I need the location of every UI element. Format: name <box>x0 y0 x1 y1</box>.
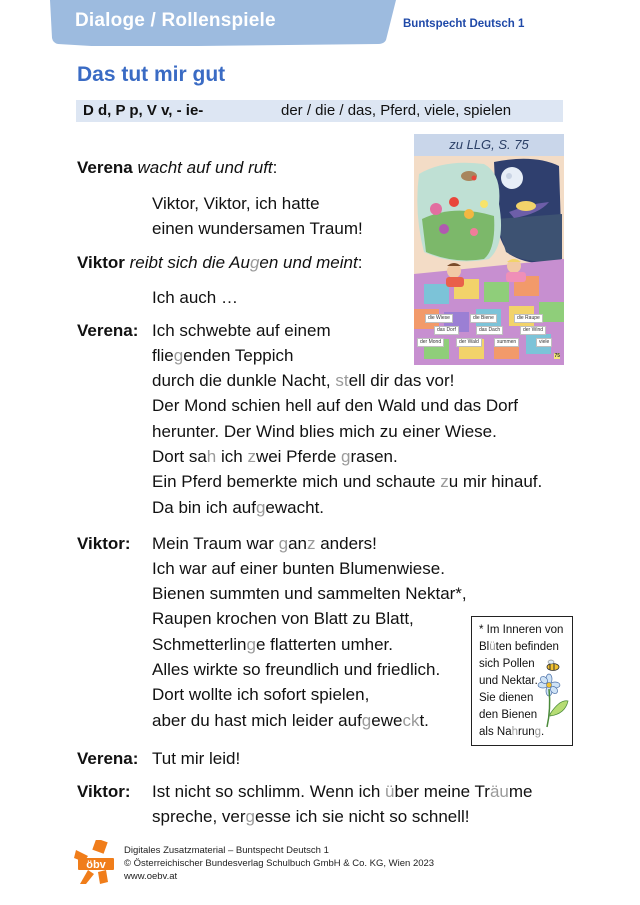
dialogue-line: einen wundersamen Traum! <box>152 219 363 238</box>
colon: : <box>272 158 278 177</box>
highlight-letter: g <box>245 807 256 826</box>
word-chip: das Dorf <box>434 326 459 335</box>
text: esse ich sie nicht so schnell! <box>255 807 470 826</box>
dialogue-line <box>152 807 470 827</box>
stage-direction-line <box>77 253 362 273</box>
dialogue-line <box>152 371 454 391</box>
speaker-verena: Verena <box>77 158 133 177</box>
dialogue-line <box>152 711 429 731</box>
highlight-letter: ü <box>385 782 395 801</box>
text: ell dir das vor! <box>348 371 455 390</box>
highlight-letter: h <box>206 447 217 466</box>
text: ich <box>216 447 248 466</box>
text: e flatterten umher. <box>255 635 393 654</box>
highlight-letter: g <box>246 635 256 654</box>
dialogue-line <box>152 782 533 802</box>
highlight-letter: g <box>361 711 372 730</box>
word-chip: der Wind <box>520 326 546 335</box>
text: Dort sa <box>152 447 207 466</box>
word-chip: der Mond <box>417 338 444 347</box>
text: wei Pferde <box>255 447 341 466</box>
text: an <box>288 534 307 553</box>
word-chip: die Raupe <box>514 314 543 323</box>
dialogue-line: Der Mond schien hell auf den Wald und das Dorf <box>152 396 519 415</box>
dialogue-line: Ich schwebte auf einem <box>152 321 331 340</box>
speaker-viktor: Viktor: <box>77 782 131 801</box>
highlight-letter: h <box>511 726 519 738</box>
dialogue-line: Dort wollte ich sofort spielen, <box>152 685 370 704</box>
illustration-reference: zu LLG, S. 75 <box>414 134 564 156</box>
text: Da bin ich auf <box>152 498 256 517</box>
highlight-letter: ck <box>402 711 420 730</box>
dialogue-line: Tut mir leid! <box>152 749 241 768</box>
footnote-line: sich Pollen <box>479 658 535 670</box>
footer-copyright: © Österreichischer Bundesverlag Schulbuch GmbH & Co. KG, Wien 2023 <box>124 858 435 869</box>
text: ten befinden <box>495 641 559 653</box>
highlight-letter: g <box>341 447 351 466</box>
text: anders! <box>315 534 377 553</box>
speaker-viktor: Viktor <box>77 253 125 272</box>
dialogue-line: Raupen krochen von Blatt zu Blatt, <box>152 609 414 628</box>
flower-bee-icon <box>535 659 569 729</box>
text: ewe <box>371 711 403 730</box>
word-chip: die Wiese <box>425 314 453 323</box>
text: enden Teppich <box>183 346 294 365</box>
illustration-page-number: 75 <box>554 353 560 359</box>
word-chip: der Wald <box>456 338 482 347</box>
highlight-letter: g <box>534 726 542 738</box>
text: ber meine Tr <box>394 782 490 801</box>
dialogue-line <box>152 346 294 366</box>
text: me <box>508 782 533 801</box>
highlight-letter: ü <box>489 641 496 653</box>
highlight-letter: g <box>278 534 289 553</box>
dialogue-line <box>152 447 398 467</box>
text: Mein Traum war <box>152 534 279 553</box>
footnote-line: Sie dienen <box>479 692 534 704</box>
focus-words: der / die / das, Pferd, viele, spielen <box>281 102 512 119</box>
footer-line: Digitales Zusatzmaterial – Buntspecht Deutsch 1 <box>124 845 329 856</box>
word-chip: viele <box>536 338 552 347</box>
text: Schmetterlin <box>152 635 247 654</box>
story-illustration <box>414 134 564 365</box>
oebv-logo-icon <box>74 840 118 884</box>
speaker-verena: Verena: <box>77 321 139 340</box>
text: . <box>541 726 545 738</box>
text: flie <box>152 346 174 365</box>
focus-bar <box>76 100 563 122</box>
highlight-letter: st <box>335 371 349 390</box>
footnote-line: den Bienen <box>479 709 538 721</box>
colon: : <box>357 253 363 272</box>
text: Ist nicht so schlimm. Wenn ich <box>152 782 386 801</box>
dialogue-line <box>152 498 324 518</box>
word-chip: das Dach <box>476 326 503 335</box>
footnote-box <box>471 616 573 746</box>
footer-url-link[interactable]: www.oebv.at <box>124 871 178 882</box>
stage-direction-line <box>77 158 277 178</box>
page-title: Das tut mir gut <box>77 63 226 86</box>
stage-direction: wacht auf und ruft <box>137 158 273 177</box>
focus-letters: D d, P p, V v, - ie- <box>83 102 204 119</box>
highlight-letter: g <box>249 253 260 272</box>
text: u mir hinauf. <box>448 472 543 491</box>
dialogue-line: Ich auch … <box>152 288 238 307</box>
dialogue-line <box>152 472 542 492</box>
footnote-line: und Nektar. <box>479 675 538 687</box>
logo-text: öbv <box>86 859 106 871</box>
text: als Na <box>479 726 512 738</box>
dialogue-line: Alles wirkte so freundlich und friedlich. <box>152 660 441 679</box>
word-chip: summen <box>494 338 519 347</box>
text: run <box>518 726 535 738</box>
text: reibt sich die Au <box>129 253 250 272</box>
dialogue-line: Viktor, Viktor, ich hatte <box>152 194 320 213</box>
highlight-letter: g <box>255 498 266 517</box>
stage-direction <box>130 253 358 272</box>
text: t. <box>419 711 429 730</box>
highlight-letter: äu <box>489 782 509 801</box>
dialogue-line: herunter. Der Wind blies mich zu einer Wiese. <box>152 422 497 441</box>
text: Ein Pferd bemerkte mich und schaute <box>152 472 441 491</box>
text: aber du hast mich leider auf <box>152 711 362 730</box>
dialogue-line: Ich war auf einer bunten Blumenwiese. <box>152 559 445 578</box>
speaker-viktor: Viktor: <box>77 534 131 553</box>
text: ewacht. <box>265 498 325 517</box>
section-title: Dialoge / Rollenspiele <box>75 10 276 31</box>
text: spreche, ver <box>152 807 246 826</box>
highlight-letter: z <box>306 534 316 553</box>
dialogue-line <box>152 534 377 554</box>
speaker-verena: Verena: <box>77 749 139 768</box>
dialogue-line: Bienen summten und sammelten Nektar*, <box>152 584 467 603</box>
dialogue-line <box>152 635 393 655</box>
text: rasen. <box>350 447 398 466</box>
footnote-line: * Im Inneren von <box>479 624 564 636</box>
word-chip: die Biene <box>470 314 497 323</box>
series-label: Buntspecht Deutsch 1 <box>403 18 525 30</box>
highlight-letter: g <box>173 346 184 365</box>
text: durch die dunkle Nacht, <box>152 371 336 390</box>
highlight-letter: z <box>247 447 256 466</box>
text: en und meint <box>259 253 358 272</box>
footnote-line <box>479 640 559 654</box>
text: Bl <box>479 641 490 653</box>
highlight-letter: z <box>440 472 449 491</box>
